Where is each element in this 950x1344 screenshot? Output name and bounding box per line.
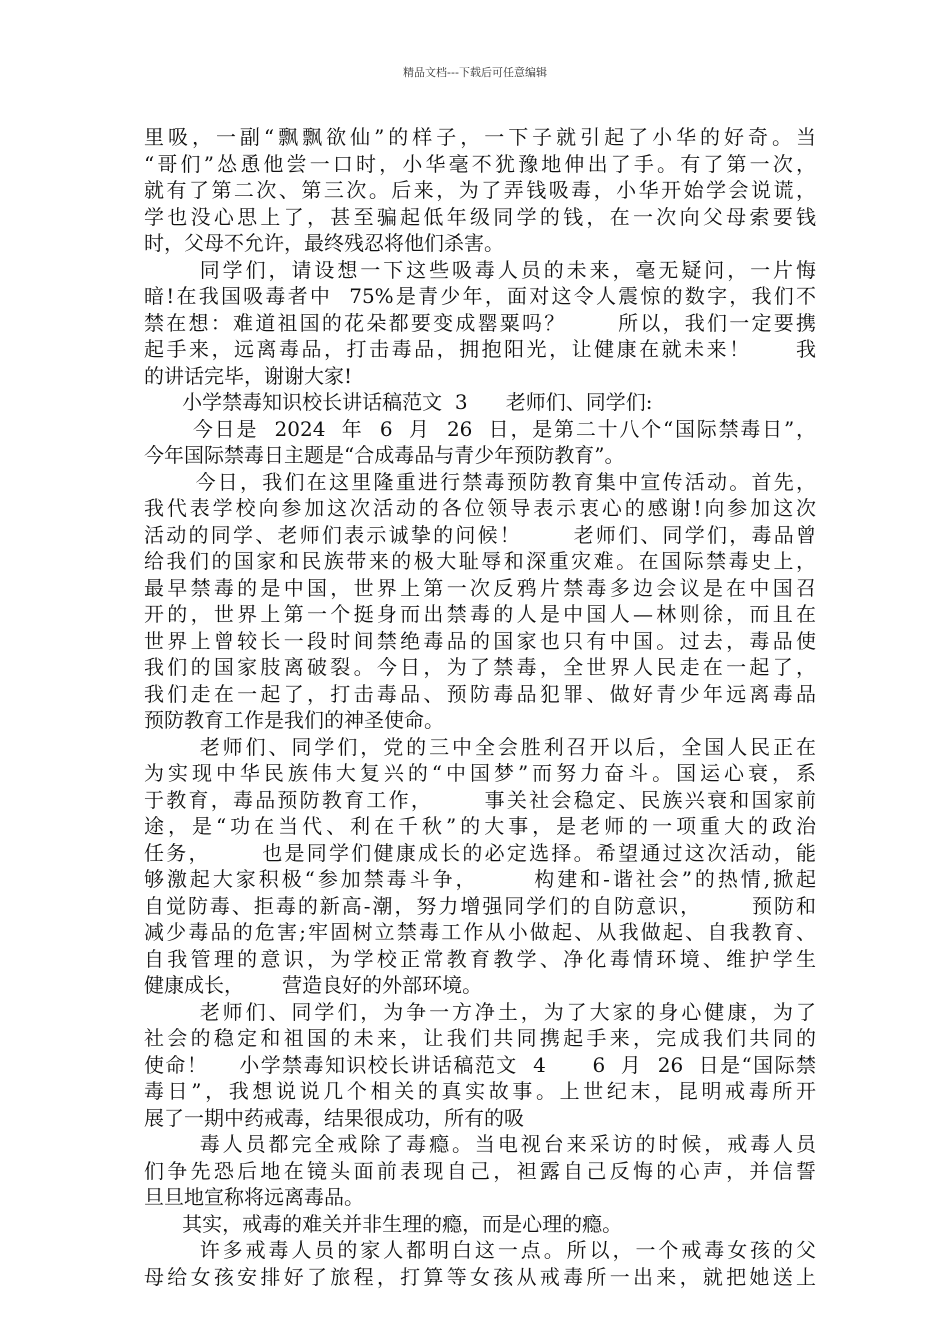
- text-line: 减少毒品的危害;牢固树立禁毒工作从小做起、从我做起、自我教育、: [144, 920, 816, 944]
- text-line: 活动的同学、老师们表示诚挚的问候！ 老师们、同学们，毒品曾: [144, 522, 816, 547]
- text-line: 其实，戒毒的难关并非生理的瘾，而是心理的瘾。: [144, 1211, 623, 1236]
- page-header: 精品文档---下载后可任意编辑: [403, 66, 547, 79]
- text-line: 展了一期中药戒毒，结果很成功，所有的吸: [144, 1105, 524, 1130]
- text-line: 小学禁毒知识校长讲话稿范文 3 老师们、同学们:: [144, 390, 653, 414]
- text-line: 为实现中华民族伟大复兴的“中国梦”而努力奋斗。国运心衰，系: [144, 761, 816, 785]
- text-line: 暗!在我国吸毒者中 75%是青少年，面对这令人震惊的数字，我们不: [144, 284, 816, 308]
- text-line: 我们走在一起了，打击毒品、预防毒品犯罪、做好青少年远离毒品: [144, 681, 816, 706]
- text-line: 社会的稳定和祖国的未来，让我们共同携起手来，完成我们共同的: [144, 1026, 816, 1050]
- text-line: 我代表学校向参加这次活动的各位领导表示衷心的感谢!向参加这次: [144, 496, 816, 520]
- text-line: 毒人员都完全戒除了毒瘾。当电视台来采访的时候，戒毒人员: [144, 1132, 816, 1156]
- text-line: 里吸，一副“飘飘欲仙”的样子，一下子就引起了小华的好奇。当: [144, 125, 816, 149]
- text-line: 毒日”，我想说说几个相关的真实故事。上世纪末，昆明戒毒所开: [144, 1079, 816, 1103]
- text-line: 今年国际禁毒日主题是“合成毒品与青少年预防教育”。: [144, 443, 625, 467]
- text-line: 起手来，远离毒品，打击毒品，拥抱阳光，让健康在就未来！ 我: [144, 337, 816, 361]
- text-line: 世界上曾较长一段时间禁绝毒品的国家也只有中国。过去，毒品使: [144, 628, 816, 653]
- text-line: 今日，我们在这里隆重进行禁毒预防教育集中宣传活动。首先，: [144, 469, 816, 494]
- text-line: 许多戒毒人员的家人都明白这一点。所以，一个戒毒女孩的父: [144, 1238, 816, 1262]
- text-line: 学也没心思上了，甚至骗起低年级同学的钱，在一次向父母索要钱: [144, 204, 816, 229]
- text-line: 今日是 2024 年 6 月 26 日，是第二十八个“国际禁毒日”，: [144, 416, 816, 441]
- document-body: [144, 124, 816, 1290]
- text-line: 老师们、同学们，为争一方净土，为了大家的身心健康，为了: [144, 999, 816, 1024]
- text-line: 时，父母不允许，最终残忍将他们杀害。: [144, 231, 504, 255]
- text-line: 我们的国家肢离破裂。今日，为了禁毒，全世界人民走在一起了，: [144, 655, 816, 679]
- text-line: 同学们，请设想一下这些吸毒人员的未来，毫无疑问，一片悔: [144, 257, 816, 282]
- text-line: 于教育，毒品预防教育工作， 事关社会稳定、民族兴衰和国家前: [144, 787, 816, 812]
- text-line: 们争先恐后地在镜头面前表现自己，袒露自己反悔的心声，并信誓: [144, 1158, 816, 1183]
- text-line: 禁在想：难道祖国的花朵都要变成罂粟吗？ 所以，我们一定要携: [144, 310, 816, 335]
- text-line: 开的，世界上第一个挺身而出禁毒的人是中国人—林则徐，而且在: [144, 602, 816, 626]
- text-line: 使命！ 小学禁毒知识校长讲话稿范文 4 6 月 26 日是“国际禁: [144, 1052, 816, 1077]
- text-line: 最早禁毒的是中国，世界上第一次反鸦片禁毒多边会议是在中国召: [144, 575, 816, 600]
- text-line: 老师们、同学们，党的三中全会胜利召开以后，全国人民正在: [144, 734, 816, 759]
- text-line: 给我们的国家和民族带来的极大耻辱和深重灾难。在国际禁毒史上，: [144, 549, 816, 573]
- text-line: 够激起大家积极“参加禁毒斗争， 构建和-谐社会”的热情,掀起: [144, 867, 816, 891]
- text-line: 健康成长， 营造良好的外部环境。: [144, 973, 483, 997]
- text-line: 母给女孩安排好了旅程，打算等女孩从戒毒所一出来，就把她送上: [144, 1264, 816, 1289]
- text-line: “哥们”怂恿他尝一口时，小华毫不犹豫地伸出了手。有了第一次，: [144, 151, 816, 176]
- text-line: 途，是“功在当代、利在千秋”的大事，是老师的一项重大的政治: [144, 814, 816, 838]
- text-line: 自我管理的意识，为学校正常教育教学、净化毒情环境、维护学生: [144, 946, 816, 971]
- text-line: 旦旦地宣称将远离毒品。: [144, 1185, 364, 1209]
- text-line: 自觉防毒、拒毒的新高-潮，努力增强同学们的自防意识， 预防和: [144, 893, 816, 918]
- text-line: 就有了第二次、第三次。后来，为了弄钱吸毒，小华开始学会说谎，: [144, 178, 816, 202]
- text-line: 任务， 也是同学们健康成长的必定选择。希望通过这次活动，能: [144, 840, 816, 865]
- text-line: 预防教育工作是我们的神圣使命。: [144, 708, 444, 732]
- text-line: 的讲话完毕，谢谢大家!: [144, 363, 353, 388]
